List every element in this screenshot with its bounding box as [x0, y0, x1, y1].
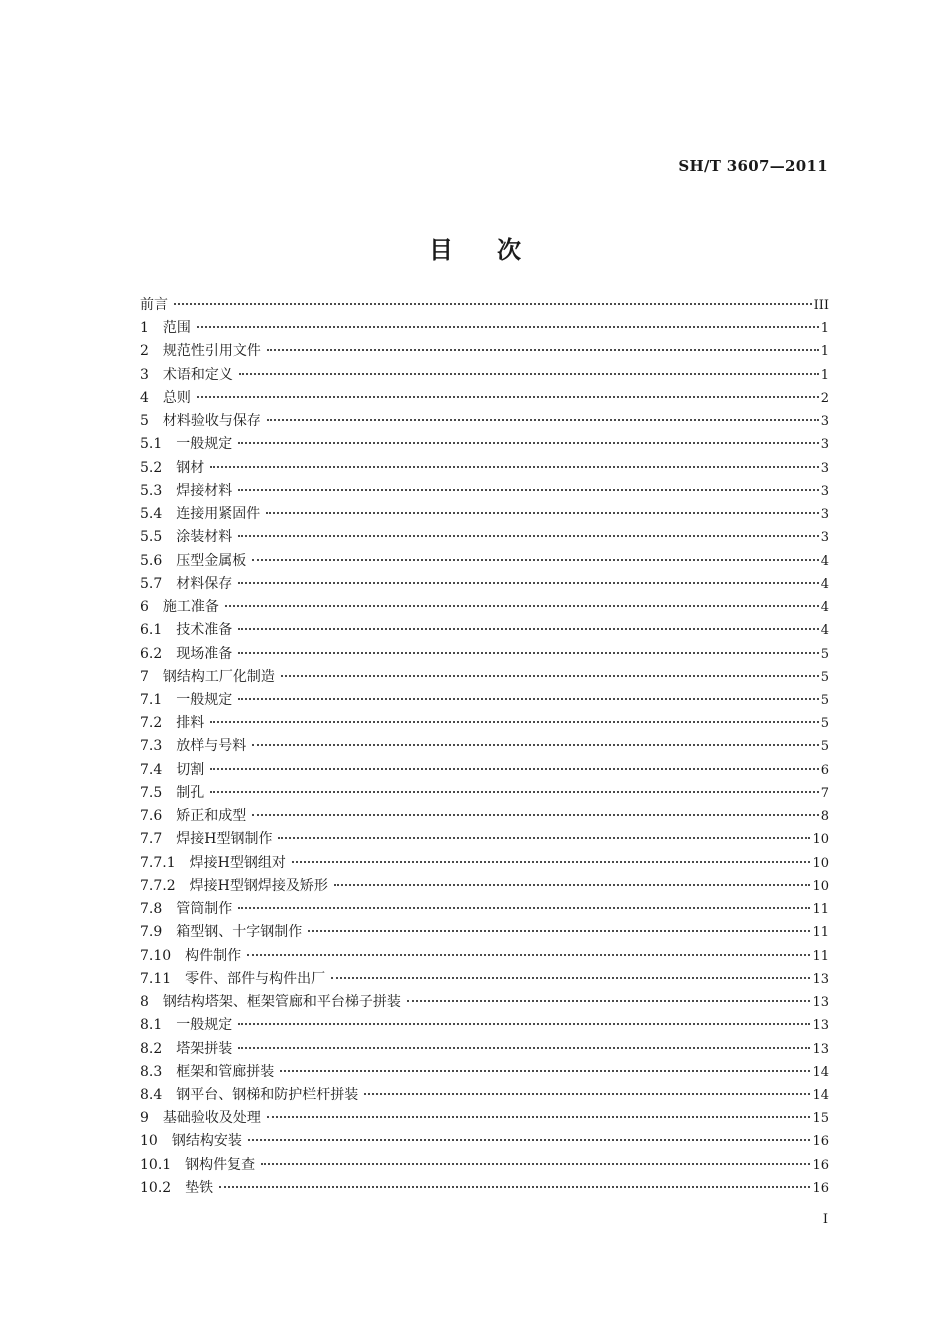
toc-dot-leader — [267, 1116, 811, 1118]
toc-entry-number: 7.10 — [140, 947, 172, 964]
toc-entry-page: 11 — [812, 925, 829, 941]
toc-entry-number: 6 — [140, 599, 149, 616]
toc-entry-page: 16 — [812, 1180, 829, 1196]
toc-entry[interactable] — [140, 1177, 829, 1200]
toc-entry[interactable] — [140, 805, 829, 828]
toc-dot-leader — [210, 768, 818, 770]
toc-entry-title: 钢结构工厂化制造 — [162, 668, 275, 685]
toc-entry-number: 7.2 — [140, 715, 163, 732]
toc-entry-page: 3 — [820, 437, 829, 453]
toc-dot-leader — [308, 930, 810, 932]
toc-entry-number: 7.7.2 — [140, 877, 176, 894]
toc-entry-title: 规范性引用文件 — [162, 343, 261, 360]
toc-entry-page: 5 — [820, 716, 829, 732]
toc-entry[interactable] — [140, 1061, 829, 1084]
toc-entry[interactable] — [140, 1154, 829, 1177]
toc-entry-page: 13 — [812, 995, 829, 1011]
toc-entry-number: 3 — [140, 366, 149, 383]
toc-entry-page: 13 — [812, 1018, 829, 1034]
toc-entry[interactable] — [140, 387, 829, 410]
toc-entry-page: 5 — [820, 739, 829, 755]
toc-entry-title: 矫正和成型 — [176, 808, 247, 825]
toc-entry-page: 3 — [820, 507, 829, 523]
toc-dot-leader — [239, 373, 819, 375]
toc-entry-title: 钢结构塔架、框架管廊和平台梯子拼装 — [162, 994, 401, 1011]
toc-entry-number: 8.4 — [140, 1086, 163, 1103]
toc-entry-title: 构件制作 — [185, 947, 242, 964]
toc-entry[interactable] — [140, 1130, 829, 1153]
toc-entry[interactable] — [140, 921, 829, 944]
toc-entry-number: 10.2 — [140, 1179, 172, 1196]
toc-entry-number: 8.2 — [140, 1040, 163, 1057]
toc-entry-page: 4 — [820, 553, 829, 569]
toc-entry[interactable] — [140, 457, 829, 480]
toc-entry-number: 8 — [140, 994, 149, 1011]
toc-entry-number: 5 — [140, 413, 149, 430]
toc-entry-title: 切割 — [176, 761, 205, 778]
toc-entry-title: 范围 — [162, 320, 191, 337]
toc-dot-leader — [281, 675, 819, 677]
toc-entry-title: 钢材 — [176, 459, 205, 476]
toc-entry-page: 14 — [812, 1087, 829, 1103]
toc-entry-number: 4 — [140, 389, 149, 406]
toc-entry-title: 施工准备 — [162, 599, 219, 616]
toc-entry-title: 涂装材料 — [176, 529, 233, 546]
toc-entry-page: 13 — [812, 971, 829, 987]
toc-entry-title: 管筒制作 — [176, 901, 233, 918]
toc-dot-leader — [238, 698, 818, 700]
toc-entry-number: 2 — [140, 343, 149, 360]
toc-entry-title: 材料验收与保存 — [162, 413, 261, 430]
toc-entry-page: 3 — [820, 483, 829, 499]
toc-entry-page: 10 — [812, 855, 829, 871]
toc-dot-leader — [238, 907, 810, 909]
toc-entry-number: 8.1 — [140, 1017, 163, 1034]
toc-entry-title: 焊接H型钢制作 — [176, 831, 273, 848]
toc-dot-leader — [247, 954, 810, 956]
toc-entry[interactable] — [140, 480, 829, 503]
toc-entry-title: 一般规定 — [176, 436, 233, 453]
toc-entry[interactable] — [140, 1038, 829, 1061]
toc-dot-leader — [238, 1023, 810, 1025]
toc-entry-title: 零件、部件与构件出厂 — [185, 970, 326, 987]
toc-entry-page: 1 — [820, 367, 829, 383]
toc-dot-leader — [331, 977, 810, 979]
toc-entry-title: 焊接H型钢焊接及矫形 — [189, 877, 328, 894]
toc-entry-page: 15 — [812, 1111, 829, 1127]
toc-entry[interactable] — [140, 759, 829, 782]
toc-entry[interactable] — [140, 991, 829, 1014]
toc-entry-title: 一般规定 — [176, 691, 233, 708]
toc-entry[interactable] — [140, 364, 829, 387]
toc-entry-number: 7.7 — [140, 831, 163, 848]
toc-dot-leader — [278, 837, 810, 839]
toc-entry-page: 16 — [812, 1134, 829, 1150]
toc-dot-leader — [261, 1163, 810, 1165]
toc-entry-title: 连接用紧固件 — [176, 506, 261, 523]
toc-entry[interactable] — [140, 550, 829, 573]
toc-entry-title: 放样与号料 — [176, 738, 247, 755]
toc-dot-leader — [252, 559, 818, 561]
toc-dot-leader — [364, 1093, 810, 1095]
toc-dot-leader — [210, 466, 818, 468]
toc-entry-title: 塔架拼装 — [176, 1040, 233, 1057]
toc-entry-number: 6.1 — [140, 622, 163, 639]
toc-entry[interactable] — [140, 1107, 829, 1130]
toc-entry-number: 5.4 — [140, 506, 163, 523]
toc-entry-page: 11 — [812, 948, 829, 964]
toc-entry[interactable] — [140, 875, 829, 898]
toc-entry[interactable] — [140, 643, 829, 666]
toc-entry-number: 10.1 — [140, 1156, 172, 1173]
page-number: I — [822, 1212, 828, 1227]
standard-code: SH/T 3607—2011 — [678, 157, 828, 175]
toc-entry[interactable] — [140, 317, 829, 340]
toc-entry-title: 基础验收及处理 — [162, 1110, 261, 1127]
toc-dot-leader — [197, 396, 819, 398]
toc-dot-leader — [210, 791, 818, 793]
toc-entry[interactable] — [140, 1084, 829, 1107]
toc-dot-leader — [238, 582, 818, 584]
toc-entry[interactable] — [140, 503, 829, 526]
toc-entry-title: 前言 — [140, 297, 168, 313]
toc-dot-leader — [238, 652, 818, 654]
toc-entry[interactable] — [140, 294, 829, 317]
toc-entry-page: 3 — [820, 530, 829, 546]
toc-entry-page: 2 — [820, 390, 829, 406]
toc-entry-title: 钢平台、钢梯和防护栏杆拼装 — [176, 1086, 359, 1103]
toc-entry[interactable] — [140, 852, 829, 875]
toc-dot-leader — [266, 512, 818, 514]
toc-dot-leader — [252, 744, 818, 746]
toc-dot-leader — [238, 489, 818, 491]
toc-entry-page: 6 — [820, 762, 829, 778]
toc-entry-page: 10 — [812, 832, 829, 848]
toc-entry-title: 钢构件复查 — [185, 1156, 256, 1173]
toc-entry-page: 4 — [820, 600, 829, 616]
toc-entry-title: 垫铁 — [185, 1179, 214, 1196]
toc-dot-leader — [225, 605, 819, 607]
toc-dot-leader — [210, 721, 818, 723]
toc-dot-leader — [292, 861, 811, 863]
toc-entry-number: 7.3 — [140, 738, 163, 755]
toc-entry-number: 5.2 — [140, 459, 163, 476]
toc-entry-title: 钢结构安装 — [171, 1133, 242, 1150]
toc-dot-leader — [238, 535, 818, 537]
toc-entry[interactable] — [140, 666, 829, 689]
page-title: 目次 — [429, 235, 565, 264]
toc-entry-page: 11 — [812, 902, 829, 918]
toc-entry-page: 7 — [820, 785, 829, 801]
toc-dot-leader — [174, 303, 812, 305]
toc-entry-page: 1 — [820, 344, 829, 360]
toc-entry-page: III — [813, 298, 829, 313]
toc-entry-page: 5 — [820, 646, 829, 662]
toc-dot-leader — [267, 419, 819, 421]
toc-entry[interactable] — [140, 340, 829, 363]
toc-dot-leader — [252, 814, 818, 816]
toc-entry-title: 焊接H型钢组对 — [189, 854, 286, 871]
toc-entry-page: 8 — [820, 809, 829, 825]
toc-entry-page: 3 — [820, 460, 829, 476]
toc-entry-number: 5.5 — [140, 529, 163, 546]
toc-entry-page: 3 — [820, 414, 829, 430]
toc-entry[interactable] — [140, 619, 829, 642]
toc-entry-number: 10 — [140, 1133, 158, 1150]
toc-entry-number: 5.6 — [140, 552, 163, 569]
toc-entry[interactable] — [140, 735, 829, 758]
toc-entry-number: 7.11 — [140, 970, 172, 987]
toc-entry-page: 10 — [812, 878, 829, 894]
toc-dot-leader — [280, 1070, 810, 1072]
toc-entry-page: 1 — [820, 321, 829, 337]
toc-entry-number: 7.5 — [140, 784, 163, 801]
toc-dot-leader — [248, 1139, 811, 1141]
toc-dot-leader — [238, 1047, 810, 1049]
toc-entry-title: 总则 — [162, 389, 191, 406]
toc-entry-title: 排料 — [176, 715, 205, 732]
toc-entry-page: 5 — [820, 669, 829, 685]
toc-dot-leader — [219, 1186, 810, 1188]
toc-entry-number: 5.1 — [140, 436, 163, 453]
toc-entry[interactable] — [140, 782, 829, 805]
toc-entry-page: 14 — [812, 1064, 829, 1080]
toc-entry-title: 制孔 — [176, 784, 205, 801]
toc-entry-title: 技术准备 — [176, 622, 233, 639]
toc-entry-number: 7.8 — [140, 901, 163, 918]
toc-entry[interactable] — [140, 1014, 829, 1037]
toc-dot-leader — [238, 442, 818, 444]
toc-entry-number: 1 — [140, 320, 149, 337]
toc-entry[interactable] — [140, 410, 829, 433]
toc-entry[interactable] — [140, 433, 829, 456]
toc-entry-title: 现场准备 — [176, 645, 233, 662]
toc-entry[interactable] — [140, 573, 829, 596]
toc-entry[interactable] — [140, 689, 829, 712]
toc-entry[interactable] — [140, 526, 829, 549]
toc-entry-number: 7.4 — [140, 761, 163, 778]
toc-entry[interactable] — [140, 828, 829, 851]
toc-entry-number: 7.7.1 — [140, 854, 176, 871]
toc-entry-number: 7.6 — [140, 808, 163, 825]
toc-entry-page: 5 — [820, 692, 829, 708]
toc-entry-number: 5.7 — [140, 575, 163, 592]
toc-dot-leader — [238, 628, 818, 630]
toc-entry[interactable] — [140, 712, 829, 735]
toc-entry-page: 4 — [820, 623, 829, 639]
toc-entry-number: 7.9 — [140, 924, 163, 941]
toc-entry-title: 焊接材料 — [176, 482, 233, 499]
toc-entry[interactable] — [140, 898, 829, 921]
toc-entry-page: 4 — [820, 576, 829, 592]
toc-entry-title: 框架和管廊拼装 — [176, 1063, 275, 1080]
toc-entry-title: 材料保存 — [176, 575, 233, 592]
toc-entry-number: 5.3 — [140, 482, 163, 499]
table-of-contents — [140, 294, 829, 1200]
toc-dot-leader — [407, 1000, 811, 1002]
toc-entry-number: 8.3 — [140, 1063, 163, 1080]
toc-entry-number: 6.2 — [140, 645, 163, 662]
toc-entry-title: 术语和定义 — [162, 366, 233, 383]
toc-entry-title: 箱型钢、十字钢制作 — [176, 924, 303, 941]
toc-entry-number: 7 — [140, 668, 149, 685]
toc-dot-leader — [267, 349, 819, 351]
toc-dot-leader — [334, 884, 811, 886]
toc-entry-number: 9 — [140, 1110, 149, 1127]
toc-entry[interactable] — [140, 596, 829, 619]
toc-entry-number: 7.1 — [140, 691, 163, 708]
toc-entry-page: 13 — [812, 1041, 829, 1057]
toc-entry-page: 16 — [812, 1157, 829, 1173]
toc-entry-title: 一般规定 — [176, 1017, 233, 1034]
toc-entry[interactable] — [140, 945, 829, 968]
toc-entry[interactable] — [140, 968, 829, 991]
toc-entry-title: 压型金属板 — [176, 552, 247, 569]
toc-dot-leader — [197, 326, 819, 328]
